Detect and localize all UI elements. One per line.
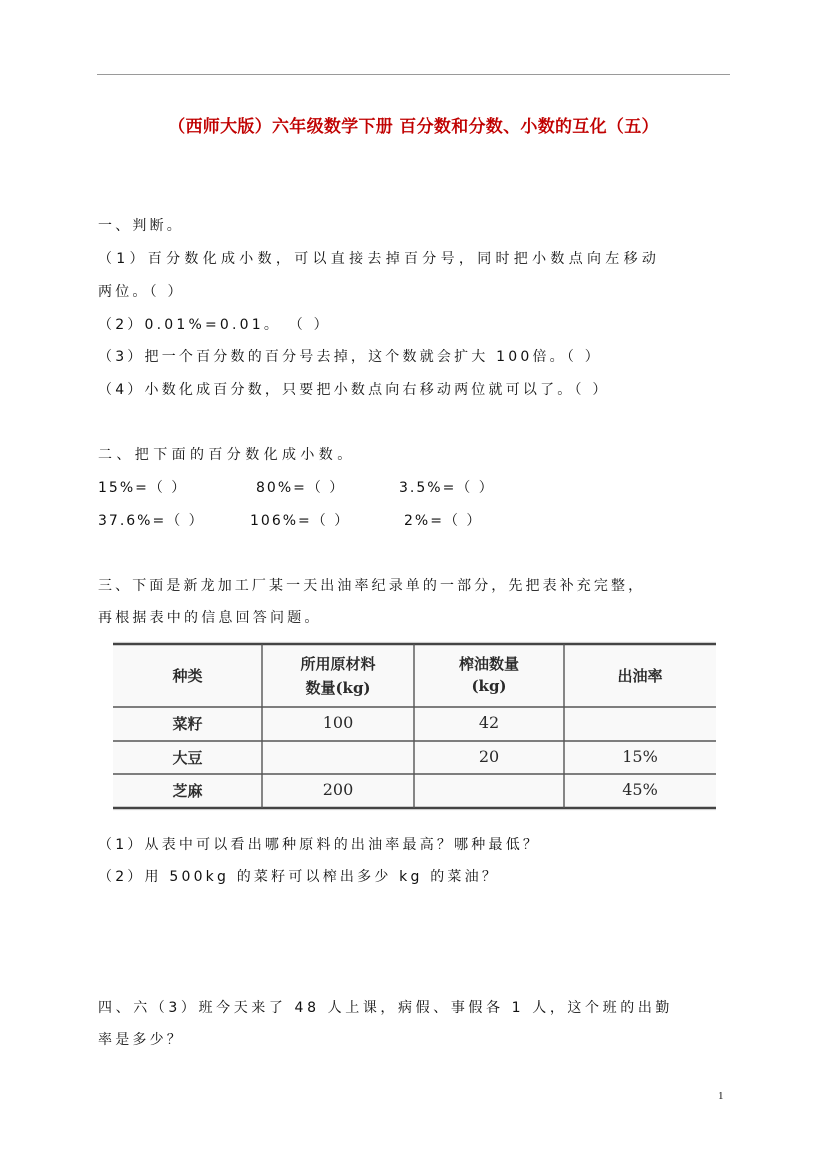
conversion-3-5: 3.5%=（ ） bbox=[399, 480, 495, 496]
section-4-line-2: 率是多少？ bbox=[98, 1032, 184, 1048]
row-sesame-raw: 200 bbox=[322, 780, 354, 799]
header-rule bbox=[97, 74, 730, 75]
section-1-item-4: （4）小数化成百分数，只要把小数点向右移动两位就可以了。（ ） bbox=[98, 382, 610, 398]
section-1-item-2: （2）0.01%=0.01。 （ ） bbox=[98, 317, 331, 333]
page-number: 1 bbox=[718, 1090, 724, 1102]
header-raw-material-unit: 数量(kg) bbox=[305, 679, 371, 697]
section-1-item-1-cont: 两位。（ ） bbox=[98, 284, 185, 300]
header-oil-amount: 榨油数量 bbox=[458, 655, 519, 673]
section-3-heading-line-1: 三、下面是新龙加工厂某一天出油率纪录单的一部分，先把表补充完整， bbox=[98, 578, 646, 594]
header-type: 种类 bbox=[172, 667, 203, 685]
section-1-item-3: （3）把一个百分数的百分号去掉，这个数就会扩大 100倍。（ ） bbox=[98, 349, 602, 365]
section-2-heading: 二、把下面的百分数化成小数。 bbox=[98, 447, 356, 463]
row-soybean-yield: 15% bbox=[622, 747, 658, 766]
row-rapeseed-type: 菜籽 bbox=[172, 715, 203, 733]
row-sesame-yield: 45% bbox=[622, 780, 658, 799]
conversion-37-6: 37.6%=（ ） bbox=[98, 513, 205, 529]
conversion-15: 15%=（ ） bbox=[98, 480, 188, 496]
header-oil-yield: 出油率 bbox=[617, 667, 663, 685]
section-1-heading: 一、判断。 bbox=[98, 218, 184, 234]
oil-yield-table bbox=[113, 641, 716, 811]
section-3-question-1: （1）从表中可以看出哪种原料的出油率最高？哪种最低？ bbox=[98, 837, 541, 853]
section-1-item-1: （1）百分数化成小数，可以直接去掉百分号，同时把小数点向左移动 bbox=[98, 251, 661, 267]
section-4-line-1: 四、六（3）班今天来了 48 人上课，病假、事假各 1 人，这个班的出勤 bbox=[98, 1000, 674, 1016]
conversion-80: 80%=（ ） bbox=[256, 480, 346, 496]
page-title: （西师大版）六年级数学下册 百分数和分数、小数的互化（五） bbox=[168, 117, 659, 137]
conversion-2: 2%=（ ） bbox=[404, 513, 483, 529]
row-soybean-type: 大豆 bbox=[172, 749, 203, 767]
header-oil-amount-unit: (kg) bbox=[471, 677, 507, 695]
section-3-question-2: （2）用 500kg 的菜籽可以榨出多少 kg 的菜油？ bbox=[98, 869, 500, 885]
section-3-heading-line-2: 再根据表中的信息回答问题。 bbox=[98, 610, 322, 626]
row-sesame-type: 芝麻 bbox=[172, 782, 203, 800]
row-soybean-oil: 20 bbox=[478, 747, 500, 766]
conversion-106: 106%=（ ） bbox=[250, 513, 351, 529]
row-rapeseed-oil: 42 bbox=[478, 713, 500, 732]
row-rapeseed-raw: 100 bbox=[322, 713, 354, 732]
header-raw-material: 所用原材料 bbox=[300, 655, 376, 673]
